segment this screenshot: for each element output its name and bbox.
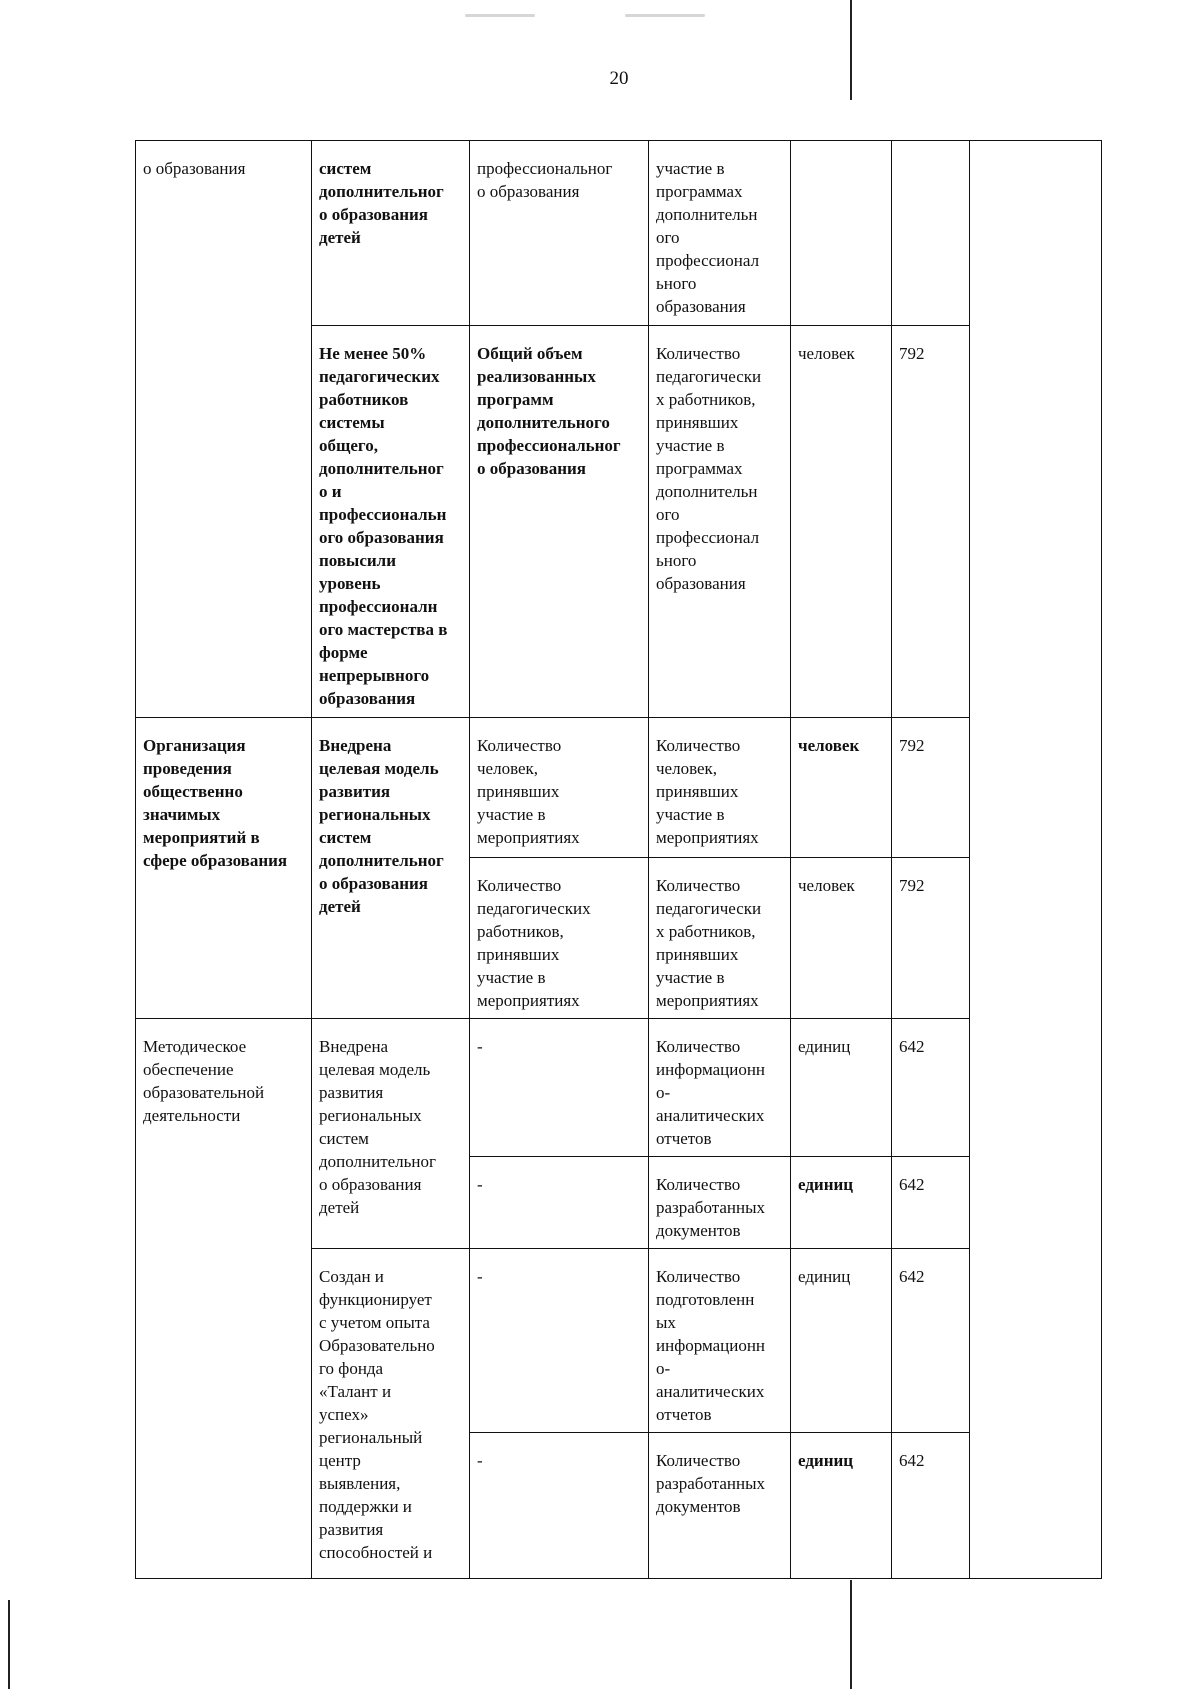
activity-cell: Организация проведения общественно значимых мероприятий в сфере образования (136, 718, 312, 1019)
indicator-cell: - (470, 1249, 649, 1433)
metric-cell: Количество подготовленн ых информационн о- аналитических отчетов (649, 1249, 791, 1433)
indicator-cell: Количество человек, принявших участие в мероприятиях (470, 718, 649, 858)
metric-cell: Количество человек, принявших участие в мероприятиях (649, 718, 791, 858)
metric-cell: Количество педагогически х работников, принявших участие в мероприятиях (649, 858, 791, 1019)
indicator-cell: - (470, 1157, 649, 1249)
unit-cell: человек (791, 858, 892, 1019)
activity-cell: о образования (136, 141, 312, 718)
table-row (136, 1019, 1102, 1157)
metric-cell: Количество разработанных документов (649, 1157, 791, 1249)
result-cell: Внедрена целевая модель развития региональных систем дополнительног о образования детей (312, 718, 470, 1019)
value-cell: 642 (892, 1249, 970, 1433)
unit-cell (791, 141, 892, 326)
result-cell: Не менее 50% педагогических работников системы общего, дополнительног о и профессиональн ого образования повысили уровень профессионалн ого мастерства в форме непрерывного образования (312, 326, 470, 718)
value-cell: 792 (892, 718, 970, 858)
indicator-cell: профессиональног о образования (470, 141, 649, 326)
indicator-cell: Количество педагогических работников, принявших участие в мероприятиях (470, 858, 649, 1019)
result-cell: Создан и функционирует с учетом опыта Образовательно го фонда «Талант и успех» региональный центр выявления, поддержки и развития способностей и (312, 1249, 470, 1579)
document-table (135, 140, 1102, 1579)
indicator-cell: Общий объем реализованных программ дополнительного профессиональног о образования (470, 326, 649, 718)
metric-cell: участие в программах дополнительн ого профессионал ьного образования (649, 141, 791, 326)
page-number: 20 (609, 68, 629, 89)
result-cell: Внедрена целевая модель развития региональных систем дополнительног о образования детей (312, 1019, 470, 1249)
indicator-cell: - (470, 1433, 649, 1579)
table-row (136, 718, 1102, 858)
indicator-cell: - (470, 1019, 649, 1157)
scan-line (850, 1580, 852, 1689)
unit-cell: единиц (791, 1019, 892, 1157)
value-cell (892, 141, 970, 326)
metric-cell: Количество педагогически х работников, принявших участие в программах дополнительн ого профессионал ьного образования (649, 326, 791, 718)
scan-smudge (465, 14, 535, 17)
unit-cell: единиц (791, 1433, 892, 1579)
value-cell: 792 (892, 326, 970, 718)
unit-cell: человек (791, 718, 892, 858)
value-cell: 642 (892, 1157, 970, 1249)
metric-cell: Количество информационн о- аналитических отчетов (649, 1019, 791, 1157)
value-cell: 642 (892, 1019, 970, 1157)
result-cell: систем дополнительног о образования детей (312, 141, 470, 326)
value-cell: 792 (892, 858, 970, 1019)
note-cell (970, 141, 1102, 1579)
scan-line (8, 1600, 10, 1689)
unit-cell: человек (791, 326, 892, 718)
activity-cell: Методическое обеспечение образовательной деятельности (136, 1019, 312, 1579)
unit-cell: единиц (791, 1157, 892, 1249)
unit-cell: единиц (791, 1249, 892, 1433)
scan-smudge (625, 14, 705, 17)
table-row (136, 141, 1102, 326)
value-cell: 642 (892, 1433, 970, 1579)
metric-cell: Количество разработанных документов (649, 1433, 791, 1579)
